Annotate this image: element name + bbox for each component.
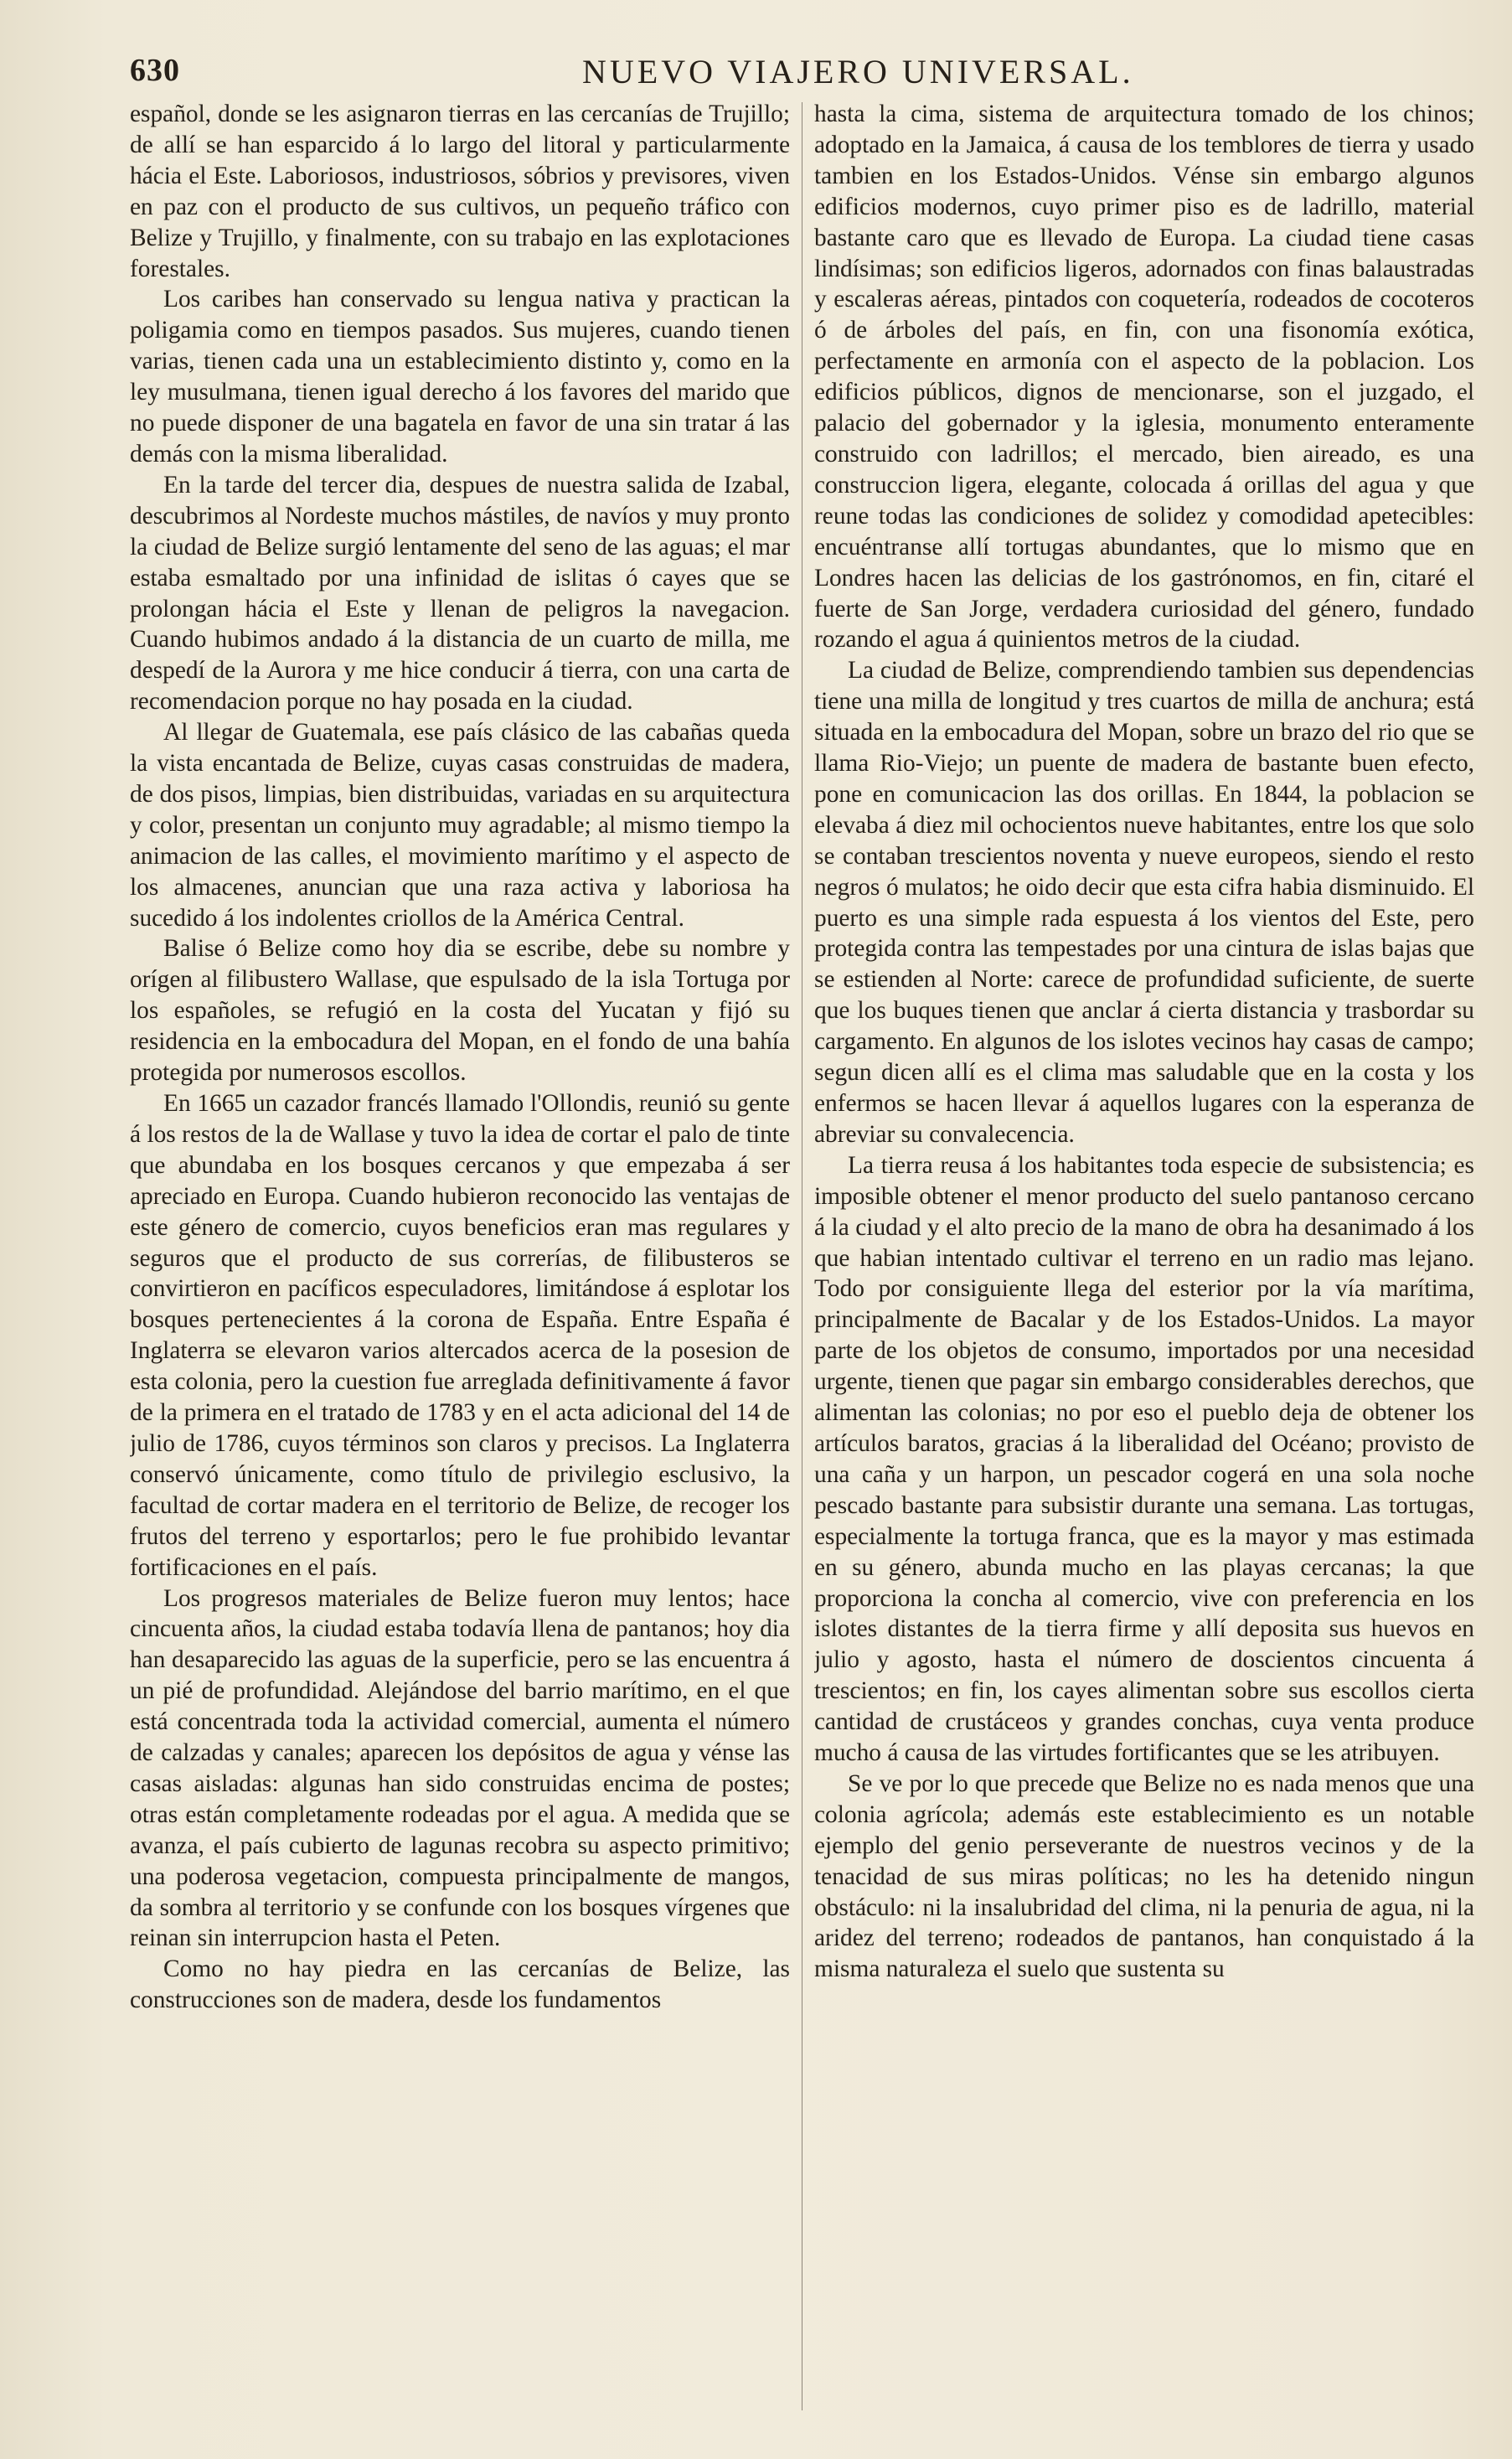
paragraph-construction-start: Como no hay piedra en las cercanías de Belize, las construcciones son de madera, desde los fundamentos — [130, 1955, 790, 2014]
paragraph-architecture: hasta la cima, sistema de arquitectura tomado de los chinos; adoptado en la Jamaica, á causa de los temblores de tierra y usado tambien en los Estados-Unidos. Vénse sin embargo algunos edificios modernos, cuyo primer piso es de ladrillo, material bastante caro que es llevado de Europa. La ciudad tiene casas lindísimas; son edificios ligeros, adornados con finas balaustradas y escaleras aéreas, pintados con coquetería, rodeados de cocoteros ó de árboles del país, en fin, con una fisonomía exótica, perfectamente en armonía con el aspecto de la poblacion. Los edificios públicos, dignos de mencionarse, son el juzgado, el palacio del gobernador y la iglesia, monumento enteramente construido con ladrillos; el mercado, bien aireado, es una construccion ligera, elegante, colocada á orillas del agua y que reune todas las condiciones de solidez y comodidad apetecibles: encuéntranse allí tortugas abundantes, que lo mismo que en Londres hacen las delicias de los gastrónomos, en fin, citaré el fuerte de San Jorge, verdadera curiosidad del género, fundado rozando el agua á quinientos metros de la ciudad. — [814, 101, 1474, 653]
page-number: 630 — [130, 53, 180, 88]
paragraph-name-origin: Balise ó Belize como hoy dia se escribe, debe su nombre y orígen al filibustero Wallase, que espulsado de la isla Tortuga por los españoles, se refugió en la costa del Yucatan y fijó su residencia en la embocadura del Mopan, en el fondo de una bahía protegida por numerosos escollos. — [130, 935, 790, 1087]
paragraph-colony-conclusion: Se ve por lo que precede que Belize no es nada menos que una colonia agrícola; además este establecimiento es un notable ejemplo del genio perseverante de nuestros vecinos y de la tenacidad de sus miras políticas; no les ha detenido ningun obstáculo: ni la insalubridad del clima, ni la penuria de agua, ni la aridez del terreno; rodeados de pantanos, han conquistado á la misma naturaleza el suelo que sustenta su — [814, 1769, 1474, 1983]
running-title: NUEVO VIAJERO UNIVERSAL. — [582, 53, 1134, 90]
paragraph-subsistence: La tierra reusa á los habitantes toda especie de subsistencia; es imposible obtener el menor producto del suelo pantanoso cercano á la ciudad y el alto precio de la mano de obra ha desanimado á los que habian intentado cultivar el terreno en un radio mas lejano. Todo por consiguiente llega del esterior por la vía marítima, principalmente de Bacalar y de los Estados-Unidos. La mayor parte de los objetos de consumo, importados por una necesidad urgente, tienen que pagar sin embargo considerables derechos, que alimentan las colonias; no por eso el pueblo deja de obtener los artículos baratos, gracias á la liberalidad del Océano; provisto de una caña y un harpon, un pescador cogerá en una sola noche pescado bastante para subsistir durante una semana. Las tortugas, especialmente la tortuga franca, que es la mayor y mas estimada en su género, abunda mucho en las playas cercanas; la que proporciona la concha al comercio, vive con preferencia en los islotes distantes de la tierra firme y allí deposita sus huevos en julio y agosto, hasta el número de doscientos cincuenta á trescientos; en fin, los cayes alimentan sobre sus escollos cierta cantidad de crustáceos y grandes conchas, cuya venta produce mucho á causa de las virtudes fortificantes que se les atribuyen. — [814, 1151, 1474, 1767]
paragraph-arrival-belize: En la tarde del tercer dia, despues de nuestra salida de Izabal, descubrimos al Nordeste muchos mástiles, de navíos y muy pronto la ciudad de Belize surgió lentamente del seno de las aguas; el mar estaba esmaltado por una infinidad de islitas ó cayes que se prolongan hácia el Este y llenan de peligros la navegacion. Cuando hubimos andado á la distancia de un cuarto de milla, me despedí de la Aurora y me hice conducir á tierra, con una carta de recomendacion porque no hay posada en la ciudad. — [130, 471, 790, 715]
paragraph-carried-over: español, donde se les asignaron tierras en las cercanías de Trujillo; de allí se han esparcido á lo largo del litoral y particularmente hácia el Este. Laboriosos, industriosos, sóbrios y previsores, viven en paz con el producto de sus cultivos, un pequeño tráfico con Belize y Trujillo, y finalmente, con su trabajo en las explotaciones forestales. — [130, 101, 790, 282]
page-header — [130, 52, 1470, 99]
paragraph-view-of-belize: Al llegar de Guatemala, ese país clásico de las cabañas queda la vista encantada de Belize, cuyas casas construidas de madera, de dos pisos, limpias, bien distribuidas, variadas en su arquitectura y color, presentan un conjunto muy agradable; al mismo tiempo la animacion de las calles, el movimiento marítimo y el aspecto de los almacenes, anuncian que una raza activa y laboriosa ha sucedido á los indolentes criollos de la América Central. — [130, 719, 790, 932]
paragraph-material-progress: Los progresos materiales de Belize fueron muy lentos; hace cincuenta años, la ciudad estaba todavía llena de pantanos; hoy dia han desaparecido las aguas de la superficie, pero se las encuentra á un pié de profundidad. Alejándose del barrio marítimo, en el que está concentrada toda la actividad comercial, aumenta el número de calzadas y canales; aparecen los depósitos de agua y vénse las casas aisladas: algunas han sido construidas encima de postes; otras están completamente rodeadas por el agua. A medida que se avanza, el país cubierto de lagunas recobra su aspecto primitivo; una poderosa vegetacion, compuesta principalmente de mangos, da sombra al territorio y se confunde con los bosques vírgenes que reinan sin interrupcion hasta el Peten. — [130, 1584, 790, 1952]
paragraph-history-1665: En 1665 un cazador francés llamado l'Ollondis, reunió su gente á los restos de la de Wallase y tuvo la idea de cortar el palo de tinte que abundaba en los bosques cercanos y que empezaba á ser apreciado en Europa. Cuando hubieron reconocido las ventajas de este género de comercio, cuyos beneficios eran mas regulares y seguros que el producto de sus correrías, de filibusteros se convirtieron en pacíficos especuladores, limitándose á esplotar los bosques pertenecientes á la corona de España. Entre España é Inglaterra se elevaron varios altercados acerca de la posesion de esta colonia, pero la cuestion fue arreglada definitivamente á favor de la primera en el tratado de 1783 y en el acta adicional del 14 de julio de 1786, cuyos términos son claros y precisos. La Inglaterra conservó únicamente, como título de privilegio esclusivo, la facultad de cortar madera en el territorio de Belize, de recoger los frutos del terreno y esportarlos; pero le fue prohibido levantar fortificaciones en el país. — [130, 1090, 790, 1581]
paragraph-city-extent: La ciudad de Belize, comprendiendo tambien sus dependencias tiene una milla de longitud y tres cuartos de milla de anchura; está situada en la embocadura del Mopan, sobre un brazo del rio que se llama Rio-Viejo; un puente de madera de bastante buen efecto, pone en comunicacion las dos orillas. En 1844, la poblacion se elevaba á diez mil ochocientos nueve habitantes, entre los que solo se contaban trescientos noventa y nueve europeos, siendo el resto negros ó mulatos; he oido decir que esta cifra habia disminuido. El puerto es una simple rada espuesta á los vientos del Este, pero protegida contra las tempestades por una cintura de islas bajas que se estienden al Norte: carece de profundidad suficiente, de suerte que los buques tienen que anclar á cierta distancia y trasbordar su cargamento. En algunos de los islotes vecinos hay casas de campo; segun dicen allí es el clima mas saludable que en la costa y los enfermos se hacen llevar á aquellos lugares con la esperanza de abreviar su convalecencia. — [814, 657, 1474, 1148]
paragraph-caribes-language: Los caribes han conservado su lengua nativa y practican la poligamia como en tiempos pasados. Sus mujeres, cuando tienen varias, tienen cada una un establecimiento distinto y, como en la ley musulmana, tienen igual derecho á los favores del marido que no puede disponer de una bagatela en favor de una sin tratar á las demás con la misma liberalidad. — [130, 286, 790, 468]
left-column — [130, 99, 790, 2411]
right-column — [814, 99, 1474, 2411]
